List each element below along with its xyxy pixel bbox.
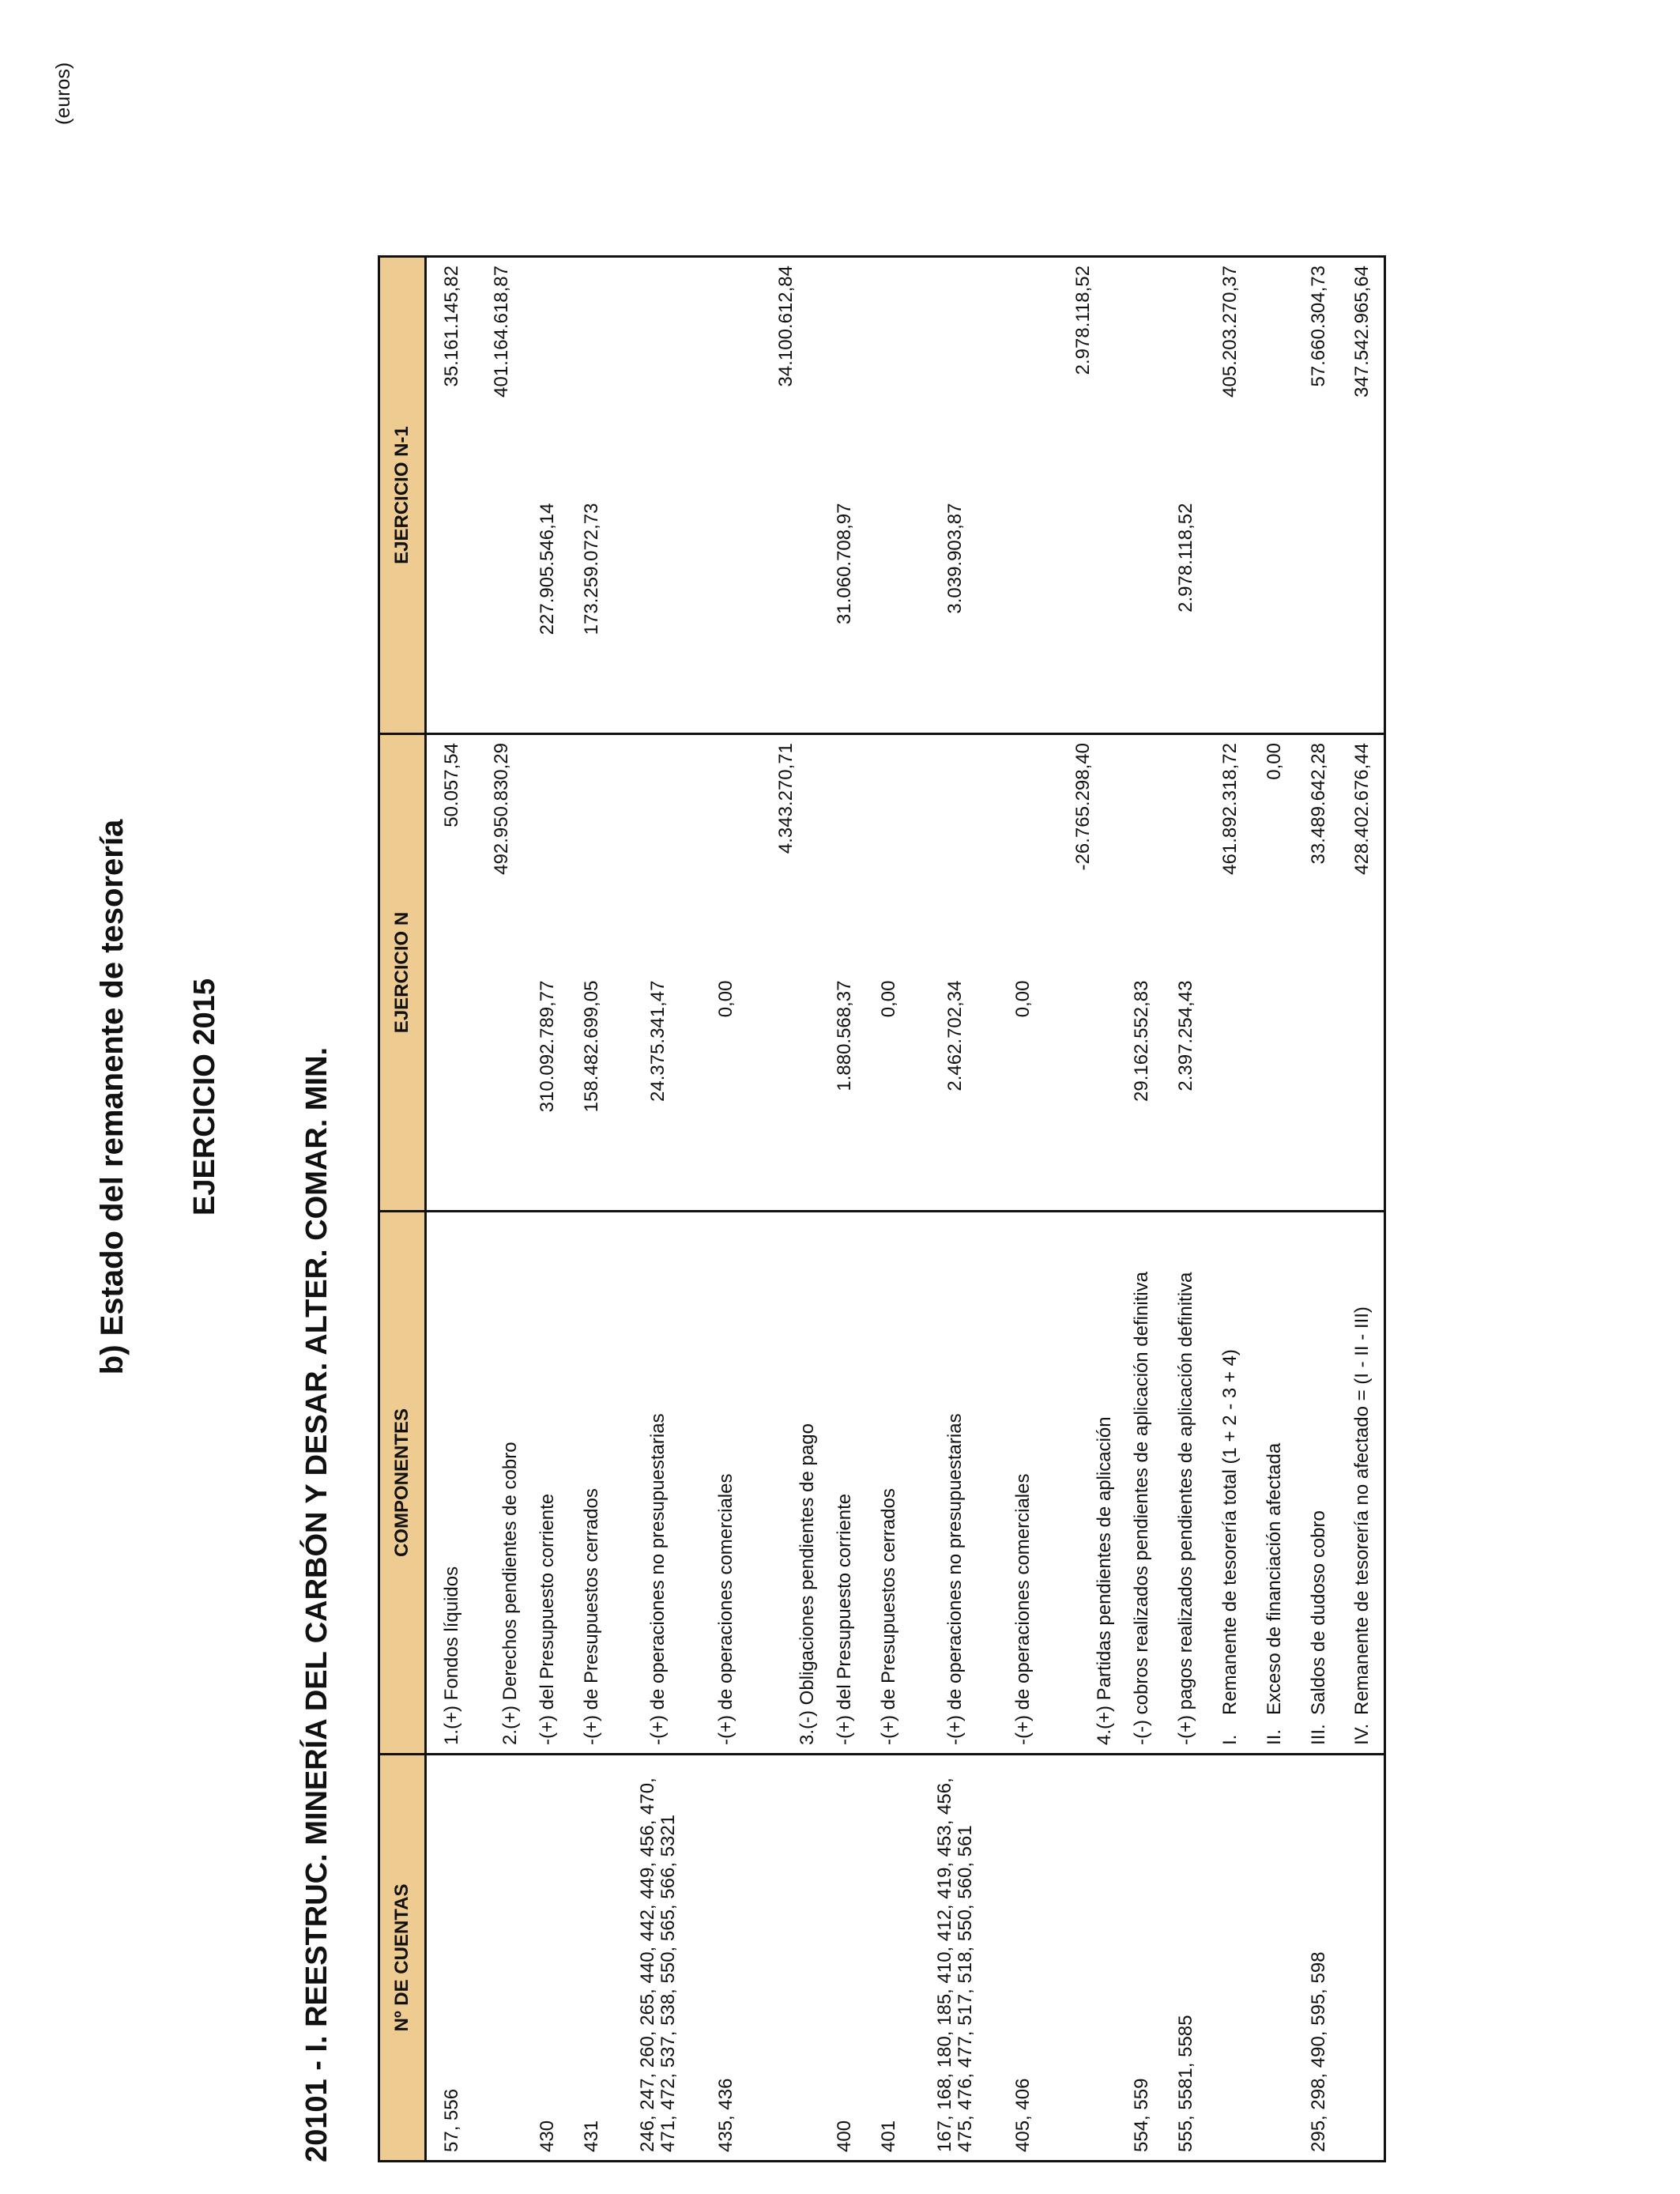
year-n-total-cell [867,734,911,973]
document-subtitle: EJERCICIO 2015 [188,978,221,1216]
table-row [614,257,703,2162]
table-row [1164,257,1208,2162]
year-n-total-cell [703,734,750,973]
year-n-total-cell [525,734,570,973]
accounts-cell [1341,1755,1385,2162]
year-n1-total-cell: 35.161.145,82 [426,257,478,496]
roman-numeral: IV. [1350,1723,1373,1745]
year-n-total-cell [1164,734,1208,973]
year-n1-total-cell: 405.203.270,37 [1208,257,1252,496]
year-n1-total-cell [1252,257,1297,496]
treasury-remainder-table [378,255,1386,2162]
accounts-cell: 554, 559 [1120,1755,1164,2162]
component-cell: -(+) del Presupuesto corriente [823,1212,867,1755]
year-n1-total-cell [823,257,867,496]
component-label: Remanente de tesorería total (1 + 2 - 3 + 4) [1219,1349,1241,1715]
year-n1-detail-cell [1208,496,1252,734]
table-row [525,257,570,2162]
year-n1-total-cell [1164,257,1208,496]
component-cell: 3.(-) Obligaciones pendientes de pago [750,1212,823,1755]
year-n1-detail-cell [478,496,525,734]
accounts-cell [750,1755,823,2162]
accounts-cell: 431 [570,1755,614,2162]
year-n-detail-cell: 158.482.699,05 [580,980,602,1113]
year-n1-detail-cell [426,496,478,734]
table-row [823,257,867,2162]
table-row [911,257,1000,2162]
component-cell: -(+) de Presupuestos cerrados [867,1212,911,1755]
component-cell [1297,1212,1341,1755]
component-cell [1252,1212,1297,1755]
accounts-cell [1252,1755,1297,2162]
table-row [1341,257,1385,2162]
year-n1-detail-cell [1252,496,1297,734]
accounts-cell [1047,1755,1120,2162]
year-n-detail-cell [1341,973,1385,1212]
year-n-total-cell: 50.057,54 [426,734,478,973]
year-n1-total-cell: 401.164.618,87 [478,257,525,496]
year-n-detail-cell: 0,00 [877,980,899,1018]
year-n1-detail-cell [703,496,750,734]
year-n-total-cell [614,734,703,973]
header-year-n1: EJERCICIO N-1 [379,257,426,734]
year-n1-detail-cell [1000,496,1047,734]
accounts-cell: 167, 168, 180, 185, 410, 412, 419, 453, 456, 475, 476, 477, 517, 518, 550, 560, 561 [911,1755,1000,2162]
component-cell: -(+) pagos realizados pendientes de aplicación definitiva [1164,1212,1208,1755]
year-n-detail-cell: 24.375.341,47 [646,980,669,1102]
year-n-total-cell: -26.765.298,40 [1047,734,1120,973]
table-row [1120,257,1164,2162]
roman-numeral: II. [1263,1728,1285,1745]
year-n-detail-cell [1297,973,1341,1212]
year-n-total-cell [1120,734,1164,973]
table-row [1000,257,1047,2162]
accounts-cell: 400 [823,1755,867,2162]
year-n-total-cell [1000,734,1047,973]
table-row [703,257,750,2162]
year-n-detail-cell: 310.092.789,77 [536,980,558,1113]
year-n1-detail-cell: 2.978.118,52 [1174,503,1196,613]
year-n1-total-cell: 347.542.965,64 [1341,257,1385,496]
year-n1-total-cell: 57.660.304,73 [1297,257,1341,496]
year-n-total-cell [911,734,1000,973]
year-n1-total-cell [1120,257,1164,496]
component-cell: 1.(+) Fondos líquidos [426,1212,478,1755]
year-n1-detail-cell: 173.259.072,73 [580,503,602,635]
table-row [570,257,614,2162]
year-n1-detail-cell [1297,496,1341,734]
accounts-cell: 401 [867,1755,911,2162]
year-n-total-cell: 428.402.676,44 [1341,734,1385,973]
table-header-row [379,257,426,2162]
header-accounts: Nº DE CUENTAS [379,1755,426,2162]
year-n1-total-cell [1000,257,1047,496]
year-n1-detail-cell [614,496,703,734]
header-year-n: EJERCICIO N [379,734,426,1212]
year-n1-detail-cell: 3.039.903,87 [944,503,966,614]
table-row [867,257,911,2162]
component-cell: 4.(+) Partidas pendientes de aplicación [1047,1212,1120,1755]
accounts-cell: 435, 436 [703,1755,750,2162]
year-n-detail-cell: 0,00 [714,980,736,1018]
document-title: b) Estado del remanente de tesorería [95,819,130,1375]
year-n-detail-cell: 2.462.702,34 [944,980,966,1091]
component-cell: -(+) de operaciones comerciales [703,1212,750,1755]
accounts-cell [1208,1755,1252,2162]
year-n1-detail-cell [750,496,823,734]
component-cell: -(+) de operaciones comerciales [1000,1212,1047,1755]
year-n1-detail-cell [1120,496,1164,734]
year-n-detail-cell [426,973,478,1212]
year-n-detail-cell [750,973,823,1212]
accounts-cell [478,1755,525,2162]
table-row [478,257,525,2162]
component-cell [1208,1212,1252,1755]
component-cell: -(+) de operaciones no presupuestarias [614,1212,703,1755]
year-n1-total-cell [570,257,614,496]
year-n-total-cell: 0,00 [1252,734,1297,973]
roman-numeral: III. [1307,1724,1329,1745]
component-cell [1341,1212,1385,1755]
year-n-total-cell [570,734,614,973]
roman-numeral: I. [1219,1734,1241,1745]
header-components: COMPONENTES [379,1212,426,1755]
year-n-total-cell: 4.343.270,71 [750,734,823,973]
year-n1-detail-cell: 31.060.708,97 [833,503,855,624]
units-label: (euros) [52,62,74,125]
table-row [1252,257,1297,2162]
table-row [1208,257,1252,2162]
accounts-cell: 295, 298, 490, 595, 598 [1297,1755,1341,2162]
table-body [426,257,1385,2162]
year-n-total-cell: 33.489.642,28 [1297,734,1341,973]
year-n1-total-cell [911,257,1000,496]
table-row [1047,257,1120,2162]
year-n-detail-cell: 1.880.568,37 [833,980,855,1091]
year-n-detail-cell [1047,973,1120,1212]
year-n-detail-cell [1252,973,1297,1212]
component-cell: -(+) de operaciones no presupuestarias [911,1212,1000,1755]
year-n1-detail-cell: 227.905.546,14 [536,503,558,635]
year-n-total-cell [823,734,867,973]
accounts-cell: 430 [525,1755,570,2162]
year-n-detail-cell [1208,973,1252,1212]
year-n1-total-cell [525,257,570,496]
year-n1-total-cell: 2.978.118,52 [1047,257,1120,496]
year-n1-total-cell: 34.100.612,84 [750,257,823,496]
year-n-detail-cell: 29.162.552,83 [1130,980,1152,1102]
table-row [426,257,478,2162]
year-n1-detail-cell [1341,496,1385,734]
year-n1-detail-cell [1047,496,1120,734]
year-n-total-cell: 492.950.830,29 [478,734,525,973]
component-label: Saldos de dudoso cobro [1307,1510,1329,1715]
entity-title: 20101 - I. REESTRUC. MINERÍA DEL CARBÓN Y DESAR. ALTER. COMAR. MIN. [300,1046,333,2162]
accounts-cell: 405, 406 [1000,1755,1047,2162]
component-cell: 2.(+) Derechos pendientes de cobro [478,1212,525,1755]
year-n-detail-cell [478,973,525,1212]
year-n1-total-cell [703,257,750,496]
year-n-detail-cell: 2.397.254,43 [1174,980,1196,1091]
accounts-cell: 246, 247, 260, 265, 440, 442, 449, 456, 470, 471, 472, 537, 538, 550, 565, 566, 5321 [614,1755,703,2162]
accounts-cell: 57, 556 [426,1755,478,2162]
component-cell: -(+) de Presupuestos cerrados [570,1212,614,1755]
component-cell: -(-) cobros realizados pendientes de aplicación definitiva [1120,1212,1164,1755]
table-row [750,257,823,2162]
component-label: Remanente de tesorería no afectado = (I - II - III) [1350,1306,1373,1715]
year-n1-total-cell [867,257,911,496]
table-row [1297,257,1341,2162]
year-n-total-cell: 461.892.318,72 [1208,734,1252,973]
component-cell: -(+) del Presupuesto corriente [525,1212,570,1755]
accounts-cell: 555, 5581, 5585 [1164,1755,1208,2162]
year-n1-detail-cell [867,496,911,734]
component-label: Exceso de financiación afectada [1263,1442,1285,1715]
year-n1-total-cell [614,257,703,496]
year-n-detail-cell: 0,00 [1011,980,1034,1018]
